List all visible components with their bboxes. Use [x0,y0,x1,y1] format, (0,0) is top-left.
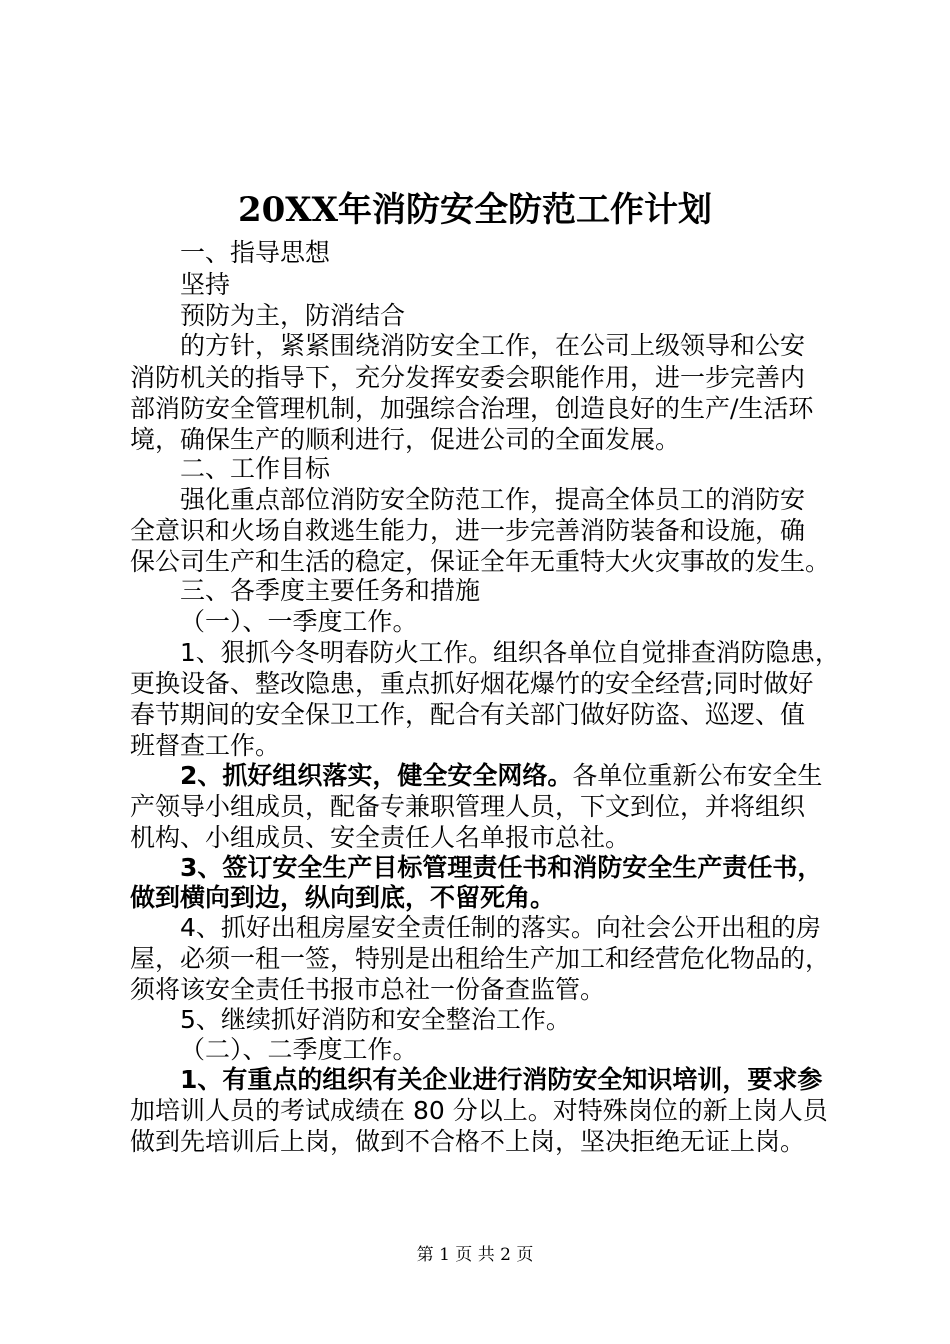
text-line [130,882,555,914]
text-segment: 消防机关的指导下，充分发挥安委会职能作用，进一步完善内 [130,363,806,392]
text-line [130,515,805,547]
text-line [180,606,418,638]
page-footer: 第 1 页 共 2 页 [416,1245,534,1265]
text-line [180,300,405,332]
text-segment: 对特殊岗位的新上岗人员 [552,1096,828,1125]
text-segment: 加培训人员的考试成绩在 80 分以上。 [130,1096,553,1125]
text-segment: 屋，必须一租一签，特别是出租给生产加工和经营危化物品的， [130,944,831,973]
text-line [130,1095,828,1127]
text-line [130,822,630,854]
text-segment: （二）、二季度工作。 [180,1035,418,1064]
text-segment: 做到先培训后上岗，做到不合格不上岗，坚决拒绝无证上岗。 [130,1127,806,1156]
text-segment: 2、抓好组织落实，健全安全网络。 [180,761,573,790]
text-line [180,637,840,669]
text-line [130,730,280,762]
text-segment: 三、各季度主要任务和措施 [180,576,481,605]
text-line [130,362,805,394]
text-segment: 产领导小组成员，配备专兼职管理人员，下文到位，并将组织 [130,792,806,821]
text-line [180,453,330,485]
text-line [180,1034,418,1066]
text-segment: 全意识和火场自救逃生能力，进一步完善消防装备和设施，确 [130,516,806,545]
text-line [180,237,330,269]
document-title: 20XX年消防安全防范工作计划 [237,190,713,230]
text-segment: 部消防安全管理机制，加强综合治理，创造良好的生产/生活环 [130,394,814,423]
text-line [130,1126,805,1158]
text-segment: 4、抓好出租房屋安全责任制的落实。 [180,913,596,942]
text-segment: 坚持 [180,270,231,299]
text-line [130,791,805,823]
text-line [180,912,821,944]
text-line [130,943,830,975]
text-line [180,575,480,607]
text-segment: 5、继续抓好消防和安全整治工作。 [180,1005,571,1034]
text-segment: 强化重点部位消防安全防范工作，提高全体员工的消防安 [180,485,806,514]
text-line [130,424,680,456]
text-line [180,269,230,301]
text-segment: 境，确保生产的顺利进行，促进公司的全面发展。 [130,425,681,454]
text-segment: （一）、一季度工作。 [180,607,418,636]
text-line [180,1064,822,1096]
text-segment: 做到横向到边，纵向到底，不留死角。 [130,883,556,912]
text-segment: 1、有重点的组织有关企业进行消防安全知识培训，要求参 [180,1065,823,1094]
text-segment: 机构、小组成员、安全责任人名单报市总社。 [130,823,631,852]
text-segment: 向社会公开出租的房 [595,913,821,942]
text-segment: 的方针，紧紧围绕消防安全工作，在公司上级领导和公安 [180,331,806,360]
text-line [130,974,605,1006]
text-line [130,393,813,425]
text-segment: 3、签订安全生产目标管理责任书和消防安全生产责任书， [180,853,823,882]
text-line [180,1004,571,1036]
text-segment: 保公司生产和生活的稳定，保证全年无重特大火灾事故的发生。 [130,547,831,576]
text-line [130,668,813,700]
text-segment: 一、指导思想 [180,238,331,267]
text-segment: 预防为主，防消结合 [180,301,406,330]
text-line [180,760,822,792]
text-line [130,699,805,731]
text-segment: 须将该安全责任书报市总社一份备查监管。 [130,975,606,1004]
text-line [180,852,822,884]
text-segment: 组织各单位自觉排查消防隐患， [492,638,840,667]
text-segment: 各单位重新公布安全生 [572,761,823,790]
text-line [180,330,805,362]
text-segment: 春节期间的安全保卫工作，配合有关部门做好防盗、巡逻、值 [130,700,806,729]
text-segment: 1、狠抓今冬明春防火工作。 [180,638,493,667]
text-line [130,546,830,578]
text-segment: 二、工作目标 [180,454,331,483]
text-segment: 更换设备、整改隐患，重点抓好烟花爆竹的安全经营;同时做好 [130,669,814,698]
text-segment: 班督查工作。 [130,731,281,760]
text-line [180,484,805,516]
